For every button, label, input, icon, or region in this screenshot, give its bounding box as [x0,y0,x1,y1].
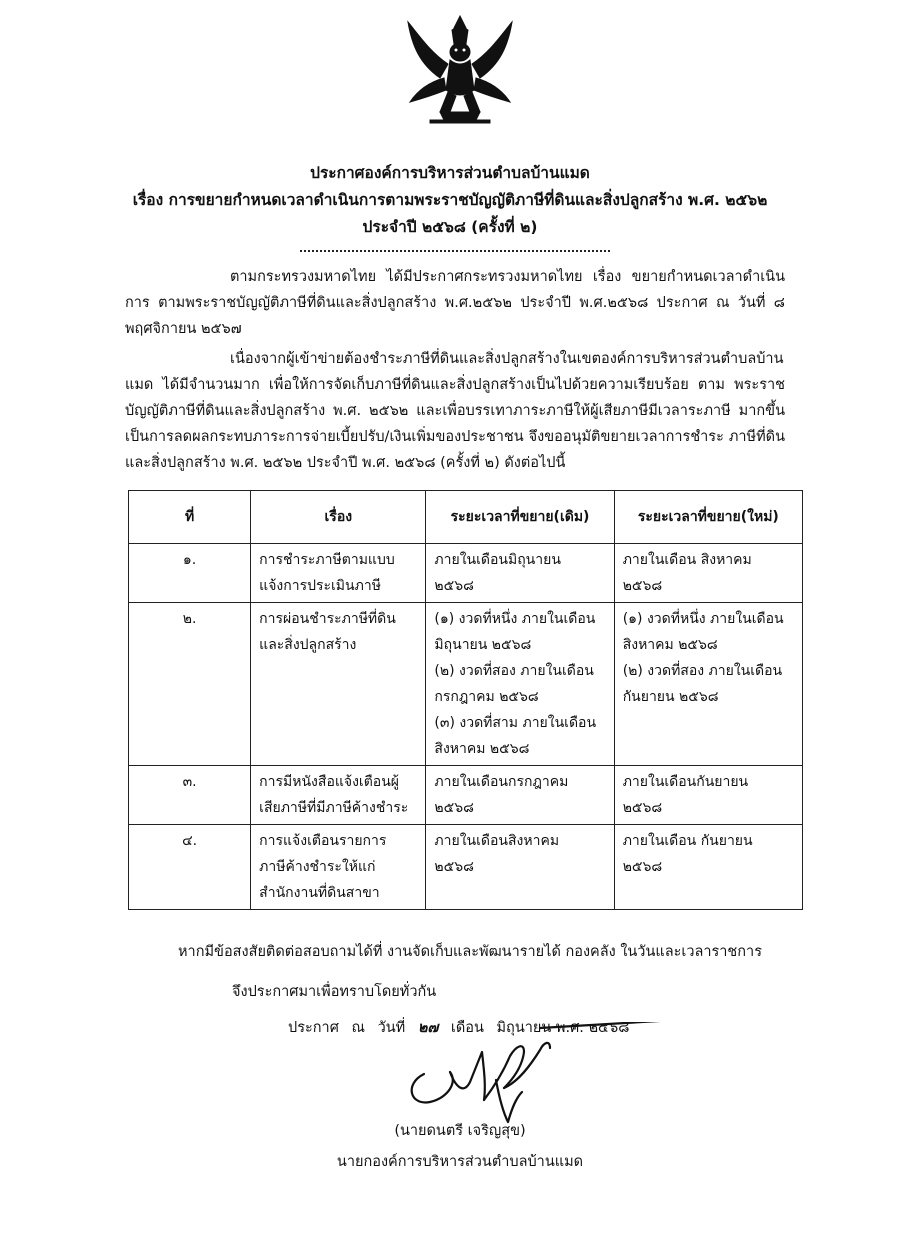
column-header-number: ที่ [129,491,251,544]
cell-line: ภายในเดือนกรกฎาคม [434,774,569,790]
date-label: ประกาศ [288,1020,339,1036]
row-new-period [614,766,802,825]
date-day-label: วันที่ [377,1020,406,1036]
table-row [129,544,803,603]
garuda-emblem-icon [400,12,520,130]
cell-line: ๒๕๖๘ [622,800,663,816]
column-header-subject: เรื่อง [251,491,426,544]
contact-note: หากมีข้อสงสัยติดต่อสอบถามได้ที่ งานจัดเก็บและพัฒนารายได้ กองคลัง ในวันและเวลาราชการ [178,944,762,960]
cell-line: ๒๕๖๘ [622,859,663,875]
paragraph-reference: ตามกระทรวงมหาดไทย ได้มีประกาศกระทรวงมหาดไทย เรื่อง ขยายกำหนดเวลาดำเนินการ ตามพระราชบัญญัติภาษีที่ดินและสิ่งปลูกสร้าง พ.ศ.๒๕๖๒ ประจำปี พ.ศ.๒๕๖๘ ประกาศ ณ วันที่ ๘ พฤศจิกายน ๒๕๖๗ [125,269,785,337]
date-month-label: เดือน [450,1020,484,1036]
cell-line: (๒) งวดที่สอง ภายในเดือน [622,663,783,679]
table-header-row [129,491,803,544]
cell-line: เสียภาษีที่มีภาษีค้างชำระ [259,800,409,816]
dotted-divider [300,250,610,252]
cell-line: สิงหาคม ๒๕๖๘ [434,741,530,757]
row-old-period [426,766,614,825]
cell-line: การชำระภาษีตามแบบ [259,552,395,568]
row-new-period [614,825,802,910]
table-row [129,603,803,766]
cell-line: สิงหาคม ๒๕๖๘ [622,637,718,653]
paragraph-reason: เนื่องจากผู้เข้าข่ายต้องชำระภาษีที่ดินและสิ่งปลูกสร้างในเขตองค์การบริหารส่วนตำบลบ้าน แมด ได้มีจำนวนมาก เพื่อให้การจัดเก็บภาษีที่ดินและสิ่งปลูกสร้างเป็นไปด้วยความเรียบร้อย ตาม พระราชบัญญัติภาษีที่ดินและสิ่งปลูกสร้าง พ.ศ. ๒๕๖๒ และเพื่อบรรเทาภาระภาษีให้ผู้เสียภาษีมีเวลาระภาษี มากขึ้น เป็นการลดผลกระทบภาระการจ่ายเบี้ยปรับ/เงินเพิ่มของประชาชน จึงขออนุมัติขยายเวลาการชำระ ภาษีที่ดินและสิ่งปลูกสร้าง พ.ศ. ๒๕๖๒ ประจำปี พ.ศ. ๒๕๖๘ (ครั้งที่ ๒) ดังต่อไปนี้ [125,351,785,471]
announce-line: จึงประกาศมาเพื่อทราบโดยทั่วกัน [232,984,437,1000]
date-day: ๒๗ [417,1020,439,1036]
cell-line: ภายในเดือนสิงหาคม [434,833,560,849]
cell-line: ๒๕๖๘ [434,578,474,594]
row-number: ๑. [129,544,251,603]
row-old-period [426,825,614,910]
cell-line: (๓) งวดที่สาม ภายในเดือน [434,715,597,731]
cell-line: ภายในเดือน กันยายน [622,833,753,849]
row-subject [251,603,426,766]
announcement-year: ประจำปี ๒๕๖๘ (ครั้งที่ ๒) [362,218,538,236]
row-number: ๔. [129,825,251,910]
row-new-period [614,544,802,603]
cell-line: ๒๕๖๘ [434,859,474,875]
cell-line: ๒๕๖๘ [434,800,474,816]
column-header-new-period: ระยะเวลาที่ขยาย(ใหม่) [614,491,802,544]
schedule-table [128,490,803,910]
cell-line: การแจ้งเตือนรายการ [259,833,387,849]
announcement-title: ประกาศองค์การบริหารส่วนตำบลบ้านแมด [310,164,590,182]
handwritten-signature [400,1022,680,1134]
cell-line: การผ่อนชำระภาษีที่ดิน [259,611,396,627]
cell-line: (๒) งวดที่สอง ภายในเดือน [434,663,594,679]
row-old-period [426,603,614,766]
cell-line: ภายในเดือนกันยายน [622,774,749,790]
cell-line: ภายในเดือน สิงหาคม [622,552,752,568]
row-number: ๓. [129,766,251,825]
cell-line: สำนักงานที่ดินสาขา [259,885,380,901]
cell-line: มิถุนายน ๒๕๖๘ [434,637,532,653]
date-month-year: มิถุนายน พ.ศ. ๒๕๖๘ [496,1020,630,1036]
signer-position: นายกองค์การบริหารส่วนตำบลบ้านแมด [336,1154,584,1170]
cell-line: (๑) งวดที่หนึ่ง ภายในเดือน [434,611,596,627]
cell-line: กันยายน ๒๕๖๘ [622,689,719,705]
row-old-period [426,544,614,603]
cell-line: ๒๕๖๘ [622,578,663,594]
column-header-old-period: ระยะเวลาที่ขยาย(เดิม) [426,491,614,544]
date-at: ณ [351,1020,365,1036]
row-subject [251,766,426,825]
cell-line: และสิ่งปลูกสร้าง [259,637,357,653]
announcement-subject: เรื่อง การขยายกำหนดเวลาดำเนินการตามพระราชบัญญัติภาษีที่ดินและสิ่งปลูกสร้าง พ.ศ. ๒๕๖๒ [132,191,768,209]
row-subject [251,825,426,910]
row-subject [251,544,426,603]
table-row [129,766,803,825]
signer-name: (นายดนตรี เจริญสุข) [394,1123,526,1139]
cell-line: ภายในเดือนมิถุนายน [434,552,561,568]
row-new-period [614,603,802,766]
cell-line: ภาษีค้างชำระให้แก่ [259,859,376,875]
cell-line: การมีหนังสือแจ้งเตือนผู้ [259,774,399,790]
cell-line: แจ้งการประเมินภาษี [259,578,381,594]
table-row [129,825,803,910]
cell-line: (๑) งวดที่หนึ่ง ภายในเดือน [622,611,784,627]
cell-line: กรกฎาคม ๒๕๖๘ [434,689,539,705]
row-number: ๒. [129,603,251,766]
